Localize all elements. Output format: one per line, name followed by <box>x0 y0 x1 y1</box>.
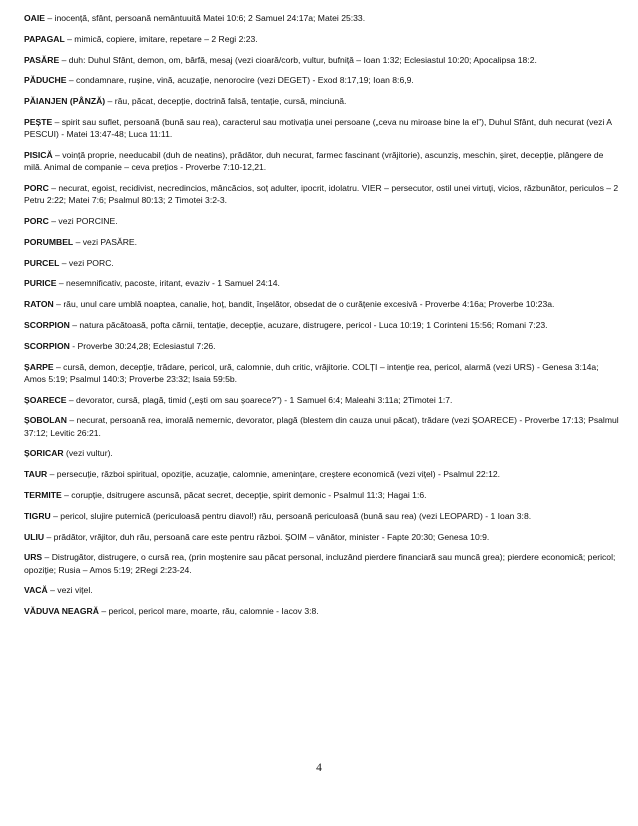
entry-paduche <box>24 74 620 86</box>
entry-scorpion <box>24 319 620 331</box>
entry-text: – necurat, egoist, recidivist, necredincios, mâncăcios, soț adulter, ipocrit, idolatru. VIER – persecutor, ostil unei virtuți, vicios, răzbunător, periculos – 2 Petru 2:22; Matei 7:6; Psalmul 80:13; 2 Timotei 3:2-3. <box>24 182 619 206</box>
glossary-entries <box>24 12 620 626</box>
entry-term: RATON <box>24 299 54 310</box>
entry-raton <box>24 298 620 310</box>
entry-term: PEȘTE <box>24 116 53 127</box>
entry-term: ȘOBOLAN <box>24 415 67 426</box>
entry-text: – natura păcătoasă, pofta cărnii, tentație, decepție, acuzare, distrugere, pericol - Luca 10:19; 1 Corinteni 15:56; Romani 7:23. <box>69 319 548 330</box>
entry-vaduva-neagra <box>24 605 620 617</box>
entry-text: – mimică, copiere, imitare, repetare – 2 Regi 2:23. <box>64 33 258 44</box>
entry-term: ȘORICAR <box>24 448 64 459</box>
entry-term: TIGRU <box>24 510 51 521</box>
entry-purice <box>24 277 620 289</box>
entry-text: – persecuție, război spiritual, opoziție, acuzație, calomnie, amenințare, creștere economică (vezi vițel) - Psalmul 22:12. <box>47 469 501 480</box>
entry-term: PASĂRE <box>24 54 60 65</box>
entry-text: – prădător, vrăjitor, duh rău, persoană care este pentru război. ȘOIM – vânător, minister - Fapte 20:30; Genesa 10:9. <box>44 531 490 542</box>
entry-term: ȘOARECE <box>24 394 67 405</box>
entry-text: – corupție, dsitrugere ascunsă, păcat secret, decepție, spirit demonic - Psalmul 11:3; Hagai 1:6. <box>61 489 427 500</box>
entry-peste <box>24 116 620 140</box>
entry-term: PAPAGAL <box>24 33 65 44</box>
entry-sarpe <box>24 361 620 385</box>
entry-term: OAIE <box>24 13 46 23</box>
entry-term: PURICE <box>24 278 57 289</box>
entry-term: URS <box>24 552 43 563</box>
entry-tigru <box>24 510 620 522</box>
entry-text: (vezi vultur). <box>63 448 113 459</box>
entry-text: – rău, păcat, decepție, doctrină falsă, tentație, cursă, minciună. <box>105 96 347 107</box>
entry-term: VĂDUVA NEAGRĂ <box>24 606 99 617</box>
page-number: 4 <box>316 762 322 774</box>
entry-soarece <box>24 394 620 406</box>
entry-term: SCORPION <box>24 340 70 351</box>
entry-text: – vezi PASĂRE. <box>73 236 138 247</box>
entry-pasare <box>24 54 620 66</box>
entry-term: TERMITE <box>24 489 62 500</box>
entry-text: – vezi vițel. <box>47 585 93 596</box>
entry-urs <box>24 551 620 575</box>
entry-taur <box>24 468 620 480</box>
entry-soricar <box>24 447 620 459</box>
entry-text: – duh: Duhul Sfânt, demon, om, bârfă, mesaj (vezi cioară/corb, vultur, bufniță – Ioan 1:32; Eclesiastul 10:20; Apocalipsa 18:2. <box>59 54 537 65</box>
entry-text: – nesemnificativ, pacoste, iritant, evaziv - 1 Samuel 24:14. <box>56 278 280 289</box>
entry-vaca <box>24 584 620 596</box>
entry-term: TAUR <box>24 469 48 480</box>
entry-text: - Proverbe 30:24,28; Eclesiastul 7:26. <box>69 340 216 351</box>
entry-text: – pericol, slujire puternică (periculoasă pentru diavol!) rău, persoană periculoasă (bună sau rea) (vezi LEOPARD) - 1 Ioan 3:8. <box>50 510 532 521</box>
entry-text: – vezi PORC. <box>59 257 114 268</box>
entry-term: PORC <box>24 182 49 193</box>
entry-uliu <box>24 531 620 543</box>
entry-term: VACĂ <box>24 585 48 596</box>
entry-text: – voință proprie, needucabil (duh de neatins), prădător, duh necurat, farmec fascinant (vrăjitorie), ascunziș, meschin, șiret, decepție, plângere de milă. Animal de companie – ceva prețios - Proverbe 7:10-12,21. <box>24 149 604 173</box>
entry-text: – inocență, sfânt, persoană nemântuuită Matei 10:6; 2 Samuel 24:17a; Matei 25:33. <box>45 13 366 23</box>
entry-text: – Distrugător, distrugere, o cursă rea, (prin moștenire sau păcat personal, incluzând pierdere financiară sau muncă grea); pierdere economică; pericol; opoziție; Rusia – Amos 5:19; 2Regi 2:23-24. <box>24 552 616 575</box>
entry-oaie <box>24 12 620 24</box>
entry-papagal <box>24 33 620 45</box>
entry-text: – cursă, demon, decepție, trădare, pericol, ură, calomnie, duh critic, vrăjitorie. COLȚI – intenție rea, pericol, alarmă (vezi URS) - Genesa 3:14a; Amos 5:19; Psalmul 140:3; Proverbe 23:32; Isaia 59:5b. <box>24 361 599 384</box>
entry-text: – vezi PORCINE. <box>48 215 118 226</box>
entry-text: – rău, unul care umblă noaptea, canalie, hoț, bandit, înșelător, obsedat de o curățenie excesivă - Proverbe 4:16a; Proverbe 10:23a. <box>53 299 555 310</box>
entry-text: – spirit sau suflet, persoană (bună sau rea), caracterul sau motivația unei persoane („ceva nu miroase bine la el”), Duhul Sfânt, duh necurat (vezi A PESCUI) - Matei 13:47-48; Luca 11:11. <box>24 116 612 140</box>
entry-term: PORC <box>24 215 49 226</box>
entry-term: SCORPION <box>24 319 70 330</box>
entry-term: PISICĂ <box>24 149 53 160</box>
entry-porc-ref <box>24 215 620 227</box>
entry-text: – condamnare, rușine, vină, acuzație, nenorocire (vezi DEGET) - Exod 8:17,19; Ioan 8:6,9. <box>66 75 414 86</box>
entry-pisica <box>24 149 620 173</box>
entry-porumbel <box>24 236 620 248</box>
entry-sobolan <box>24 414 620 438</box>
entry-porc <box>24 182 620 206</box>
entry-scorpion-ref <box>24 340 620 352</box>
entry-text: – pericol, pericol mare, moarte, rău, calomnie - Iacov 3:8. <box>98 606 319 617</box>
entry-text: – devorator, cursă, plagă, timid („ești om sau șoarece?”) - 1 Samuel 6:4; Maleahi 3:11a; 2Timotei 1:7. <box>66 394 453 405</box>
entry-purcel <box>24 257 620 269</box>
entry-term: PĂIANJEN (PÂNZĂ) <box>24 96 106 107</box>
entry-term: PĂDUCHE <box>24 75 67 86</box>
entry-term: PORUMBEL <box>24 236 74 247</box>
entry-text: – necurat, persoană rea, imorală nemernic, devorator, plagă (blestem din cauza unui păcat), trădare (vezi ȘOARECE) - Proverbe 17:13; Psalmul 37:12; Levitic 26:21. <box>24 415 619 438</box>
entry-term: PURCEL <box>24 257 60 268</box>
entry-paianjen <box>24 95 620 107</box>
entry-term: ȘARPE <box>24 361 54 372</box>
entry-term: ULIU <box>24 531 45 542</box>
entry-termite <box>24 489 620 501</box>
